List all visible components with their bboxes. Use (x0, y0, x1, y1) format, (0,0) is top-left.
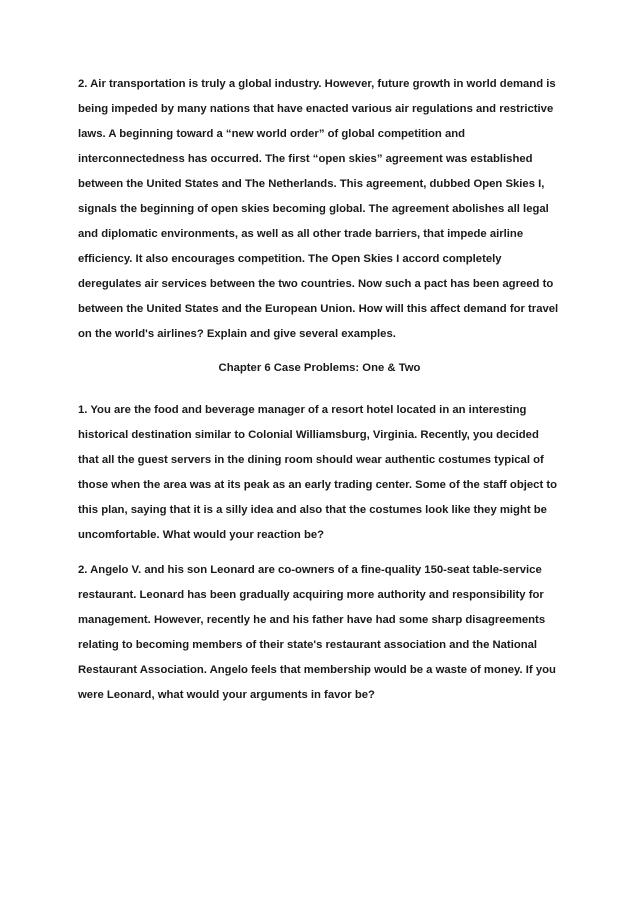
case-1-line: this plan, saying that it is a silly idea and also that the costumes look like they might be (78, 504, 547, 516)
question-2-line: on the world's airlines? Explain and give several examples. (78, 328, 396, 340)
question-2-line: 2. Air transportation is truly a global industry. However, future growth in world demand is (78, 78, 556, 90)
question-2-line: between the United States and The Netherlands. This agreement, dubbed Open Skies I, (78, 178, 545, 190)
question-2-line: interconnectedness has occurred. The first “open skies” agreement was established (78, 153, 533, 165)
case-2-line: Restaurant Association. Angelo feels that membership would be a waste of money. If you (78, 664, 556, 676)
case-1-line: historical destination similar to Colonial Williamsburg, Virginia. Recently, you decided (78, 429, 539, 441)
question-2-line: deregulates air services between the two countries. Now such a pact has been agreed to (78, 278, 554, 290)
case-1-line: uncomfortable. What would your reaction be? (78, 529, 325, 541)
question-2-line: signals the beginning of open skies becoming global. The agreement abolishes all legal (78, 203, 549, 215)
case-2-line: restaurant. Leonard has been gradually acquiring more authority and responsibility for (78, 589, 544, 601)
case-1-line: those when the area was at its peak as an early trading center. Some of the staff object to (78, 479, 558, 491)
question-2-line: laws. A beginning toward a “new world order” of global competition and (78, 128, 466, 140)
case-2-line: management. However, recently he and his father have had some sharp disagreements (78, 614, 546, 626)
case-1-line: that all the guest servers in the dining room should wear authentic costumes typical of (78, 454, 544, 466)
section-heading: Chapter 6 Case Problems: One & Two (218, 362, 421, 374)
case-2-line: 2. Angelo V. and his son Leonard are co-owners of a fine-quality 150-seat table-service (78, 564, 542, 576)
case-2-line: relating to becoming members of their state's restaurant association and the National (78, 639, 538, 651)
question-2-line: between the United States and the European Union. How will this affect demand for travel (78, 303, 559, 315)
case-1-line: 1. You are the food and beverage manager of a resort hotel located in an interesting (78, 404, 527, 416)
question-2-line: efficiency. It also encourages competition. The Open Skies I accord completely (78, 253, 502, 265)
case-2-line: were Leonard, what would your arguments in favor be? (78, 689, 375, 701)
question-2-line: and diplomatic environments, as well as all other trade barriers, that impede airline (78, 228, 524, 240)
question-2-line: being impeded by many nations that have enacted various air regulations and restrictive (78, 103, 554, 115)
